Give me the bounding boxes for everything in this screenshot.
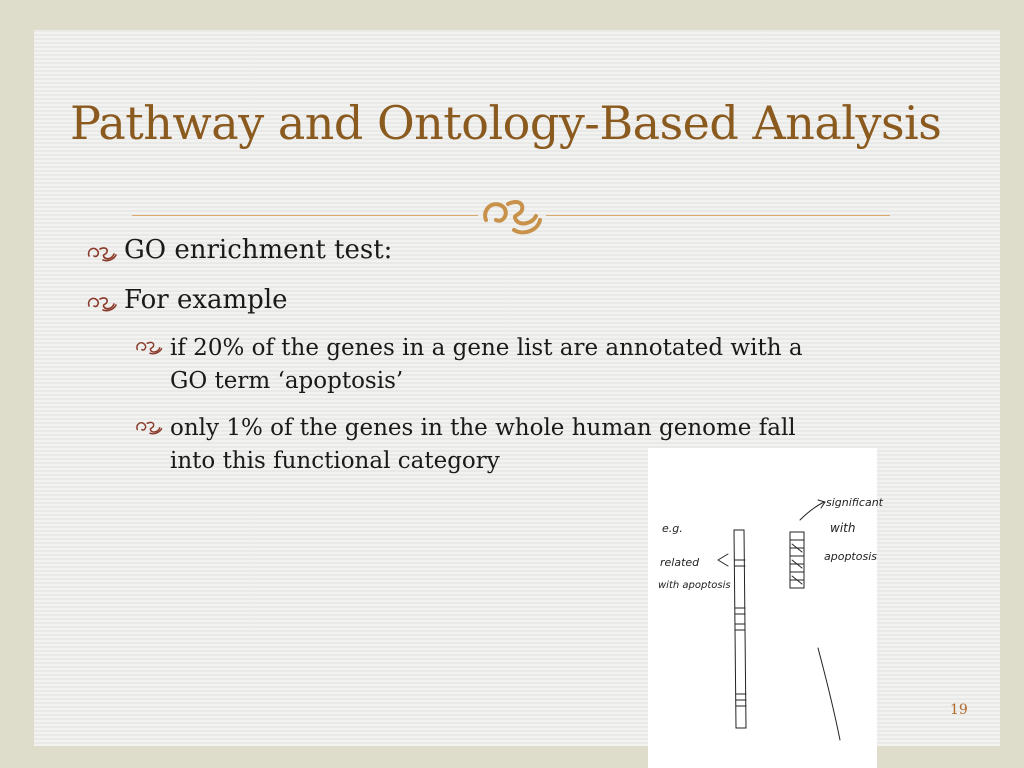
title-divider-right	[546, 215, 890, 216]
sketch-note-apoptosis: apoptosis	[824, 550, 877, 563]
ornament-curl-icon	[478, 190, 546, 238]
ornament-curl-icon	[86, 292, 118, 312]
ornament-curl-icon	[134, 417, 164, 435]
bullet-text: GO enrichment test:	[124, 235, 393, 265]
sketch-note-significant: significant	[826, 496, 883, 509]
bullet-go-enrichment	[86, 234, 392, 266]
sub-bullet-line: GO term ‘apoptosis’	[170, 368, 404, 394]
ornament-curl-icon	[86, 242, 118, 262]
slide-title: Pathway and Ontology-Based Analysis	[70, 96, 942, 150]
sub-bullet-line: into this functional category	[170, 448, 500, 474]
sketch-note-with-apoptosis: with apoptosis	[658, 580, 731, 591]
ornament-curl-icon	[134, 337, 164, 355]
hand-drawn-sketch-image	[648, 448, 883, 768]
sub-bullet-line: if 20% of the genes in a gene list are annotated with a	[170, 335, 803, 361]
bullet-for-example	[86, 284, 288, 316]
sketch-note-related: related	[660, 556, 700, 569]
page-number: 19	[950, 702, 968, 718]
sketch-note-eg: e.g.	[662, 522, 683, 535]
sub-bullet-text	[170, 332, 803, 398]
bullet-text: For example	[124, 285, 288, 315]
sub-bullet-line: only 1% of the genes in the whole human genome fall	[170, 415, 796, 441]
title-divider-left	[132, 215, 478, 216]
sketch-note-with: with	[830, 521, 856, 535]
sub-bullet-20-percent	[134, 332, 803, 398]
sketch-drawing	[648, 448, 883, 768]
